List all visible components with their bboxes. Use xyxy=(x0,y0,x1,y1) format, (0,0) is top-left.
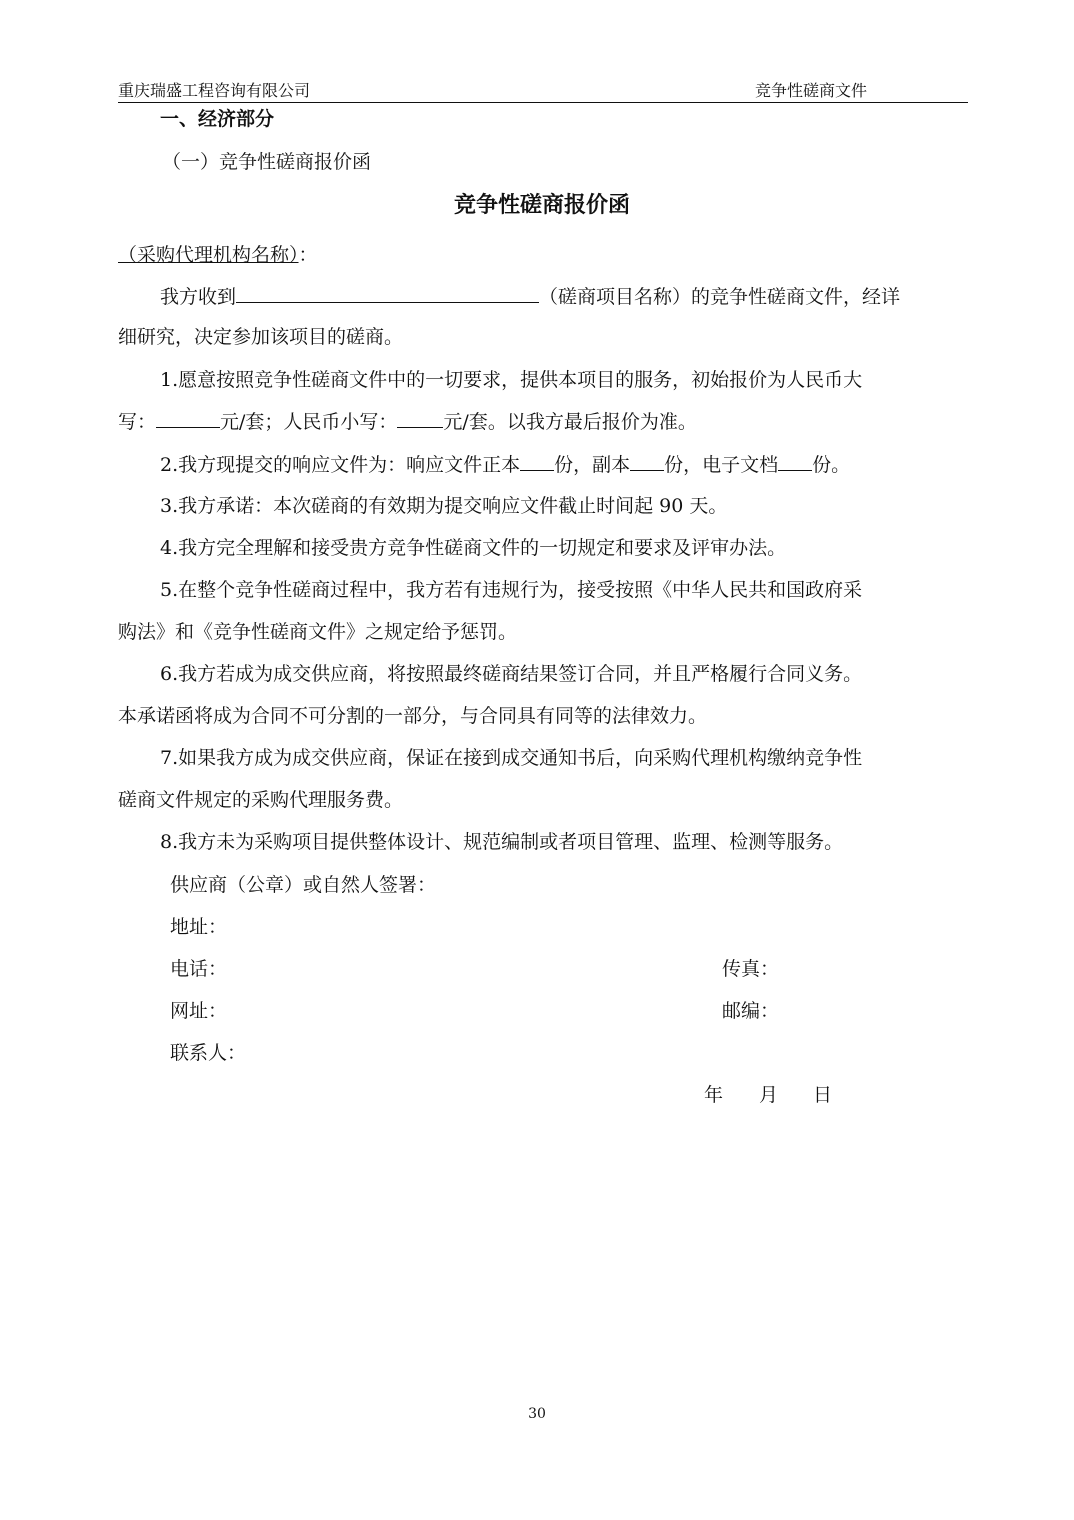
project-name-blank xyxy=(236,284,539,303)
signature-website: 网址： xyxy=(170,1000,228,1022)
item-6-line-2: 本承诺函将成为合同不可分割的一部分，与合同具有同等的法律效力。 xyxy=(118,705,708,727)
section-subtitle: （一）竞争性磋商报价函 xyxy=(162,151,372,173)
page-number: 30 xyxy=(528,1406,546,1422)
signature-address: 地址： xyxy=(170,916,228,938)
item-1-line-1: 1.愿意按照竞争性磋商文件中的一切要求，提供本项目的服务，初始报价为人民币大 xyxy=(160,369,863,391)
item-5-line-1: 5.在整个竞争性磋商过程中，我方若有违规行为，接受按照《中华人民共和国政府采 xyxy=(160,579,863,601)
addressee-name: （采购代理机构名称） xyxy=(118,244,299,266)
item-2: 2.我方现提交的响应文件为：响应文件正本 份，副本 份，电子文档 份。 xyxy=(160,454,851,476)
item-5-line-2: 购法》和《竞争性磋商文件》之规定给予惩罚。 xyxy=(118,621,518,643)
signature-contact: 联系人： xyxy=(170,1042,247,1064)
intro-line-2: 细研究，决定参加该项目的磋商。 xyxy=(118,326,404,348)
date-year: 年 xyxy=(704,1084,724,1106)
item-1-line-2: 写： 元/套；人民币小写： 元/套。以我方最后报价为准。 xyxy=(118,411,697,433)
original-count-blank xyxy=(520,452,554,471)
header-doc-type: 竞争性磋商文件 xyxy=(755,81,868,100)
section-title: 一、经济部分 xyxy=(160,108,275,130)
page-header xyxy=(118,78,968,103)
signature-phone: 电话： xyxy=(170,958,228,980)
item-4: 4.我方完全理解和接受贵方竞争性磋商文件的一切规定和要求及评审办法。 xyxy=(160,537,787,559)
date-day: 日 xyxy=(813,1084,833,1106)
letter-title: 竞争性磋商报价函 xyxy=(453,192,630,218)
header-company: 重庆瑞盛工程咨询有限公司 xyxy=(118,81,311,100)
copy-count-blank xyxy=(630,452,664,471)
item-7-line-1: 7.如果我方成为成交供应商，保证在接到成交通知书后，向采购代理机构缴纳竞争性 xyxy=(160,747,863,769)
addressee: （采购代理机构名称）： xyxy=(118,244,318,266)
price-number-blank xyxy=(397,409,443,428)
electronic-count-blank xyxy=(778,452,812,471)
price-words-blank xyxy=(156,409,220,428)
item-3: 3.我方承诺：本次磋商的有效期为提交响应文件截止时间起 90 天。 xyxy=(160,495,728,517)
item-8: 8.我方未为采购项目提供整体设计、规范编制或者项目管理、监理、检测等服务。 xyxy=(160,831,844,853)
signature-fax: 传真： xyxy=(722,958,780,980)
signature-supplier: 供应商（公章）或自然人签署： xyxy=(170,874,437,896)
item-7-line-2: 磋商文件规定的采购代理服务费。 xyxy=(118,789,404,811)
date-month: 月 xyxy=(759,1084,779,1106)
item-6-line-1: 6.我方若成为成交供应商，将按照最终磋商结果签订合同，并且严格履行合同义务。 xyxy=(160,663,863,685)
signature-postcode: 邮编： xyxy=(722,1000,780,1022)
intro-line-1: 我方收到 （磋商项目名称）的竞争性磋商文件，经详 xyxy=(160,286,901,308)
